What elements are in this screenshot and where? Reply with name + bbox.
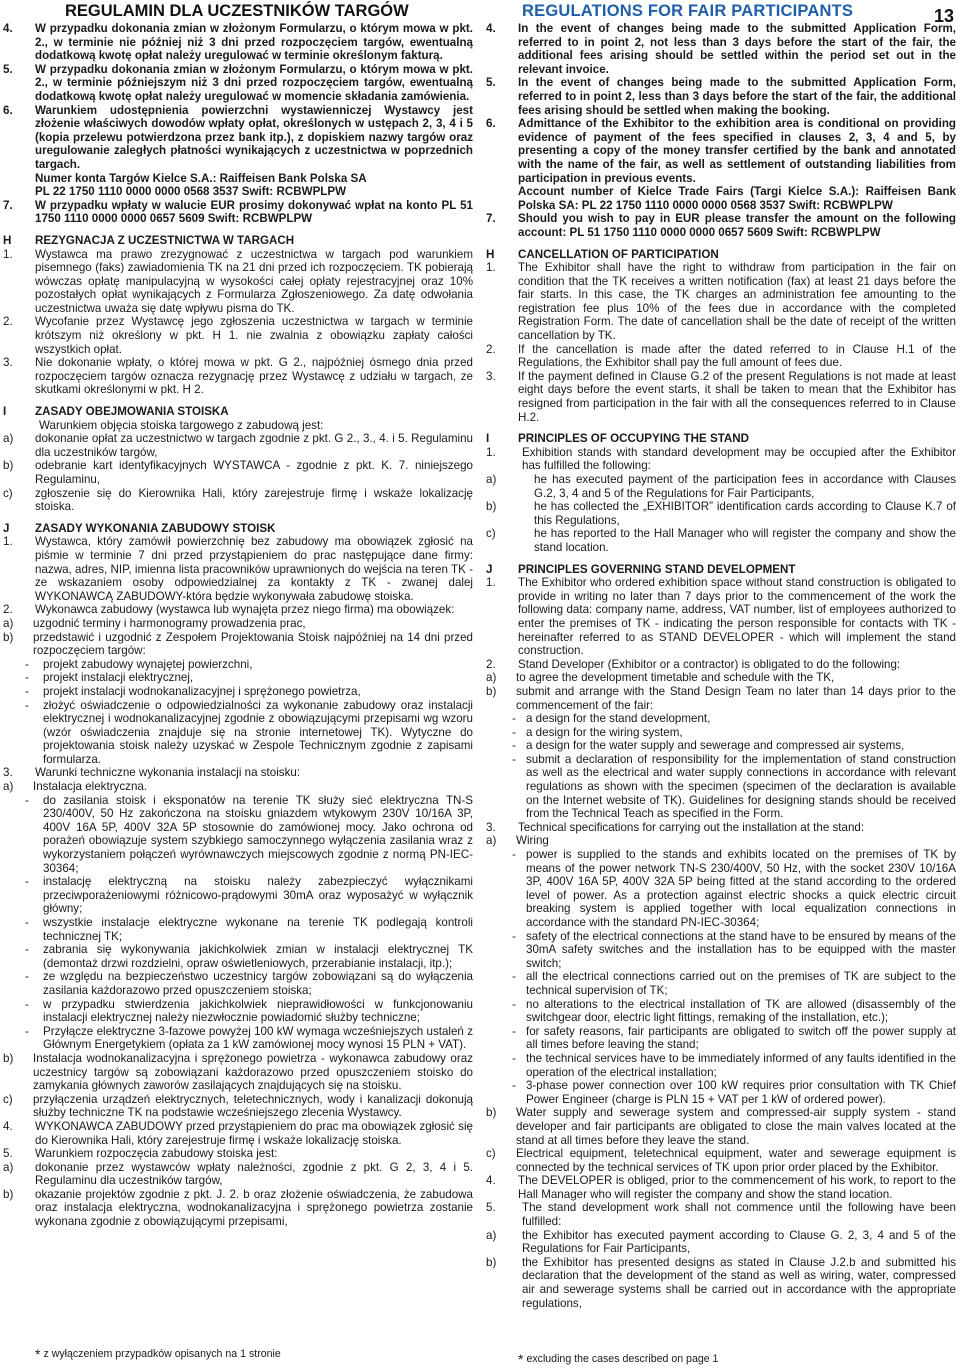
- clause-text: uzgodnić terminy i harmonogramy prowadzenia prac,: [33, 616, 306, 630]
- clause-number: 1.: [486, 576, 496, 590]
- clause-item: [3, 875, 473, 916]
- clause-number: -: [512, 970, 516, 984]
- clause-text: safety of the electrical connections at the stand have to be ensured by means of the 30mA safety switches and the installation has to be equipped with the master switch;: [526, 929, 956, 970]
- section-heading: [486, 248, 956, 262]
- clause-item: [3, 780, 473, 794]
- clause-text: Wystawca ma prawo zrezygnować z uczestnictwa w targach pod warunkiem pisemnego (faks) zawiadomienia TK na 21 dni przed ich rozpoczęciem. TK pobierają wówczas opłatę manipulacyjną w wysokości całej opłaty rejestracyjnej oraz 10% pozostałych opłat wynikających z Formularza Zgłoszeniowego. Za datę odwołania uczestnictwa uważa się datę wpływu pisma do TK.: [35, 247, 473, 315]
- clause-text: W przypadku dokonania zmian w złożonym Formularzu, o którym mowa w pkt. 2., w terminie nie później niż 3 dni przed rozpoczęciem targów, ewentualną dodatkową kwotę opłat należy uregulować w terminie określonym fakturą.: [35, 22, 473, 63]
- clause-item: [486, 1229, 956, 1256]
- clause-number: b): [3, 459, 14, 473]
- clause-number: a): [3, 616, 14, 630]
- clause-text: PRINCIPLES GOVERNING STAND DEVELOPMENT: [518, 562, 796, 576]
- clause-item: [3, 617, 473, 631]
- clause-item: [486, 1025, 956, 1052]
- clause-item: [3, 970, 473, 997]
- clause-item: [3, 419, 473, 433]
- clause-text: REZYGNACJA Z UCZESTNICTWA W TARGACH: [35, 233, 295, 247]
- clause-number: a): [486, 671, 497, 685]
- clause-number: 1.: [3, 535, 13, 549]
- section-heading: [3, 405, 473, 419]
- clause-item: [486, 576, 956, 658]
- clause-number: -: [25, 997, 29, 1011]
- clause-text: submit a declaration of responsibility for the implementation of stand construction as well as the electrical and water supply connections in accordance with relevant regulations as shown with the specimen (specimen of the declaration is available on the Internet website of TK). Guidelines for designing stands should be received from the Technical Teach as specified in the Form.: [526, 752, 956, 821]
- clause-item: [3, 459, 473, 486]
- clause-text: Stand Developer (Exhibitor or a contractor) is obligated to do the following:: [518, 657, 901, 671]
- clause-item: [486, 998, 956, 1025]
- clause-text: dokonanie opłat za uczestnictwo w targach zgodnie z pkt. G 2., 3., 4. i 5. Regulaminu dla uczestników targów,: [35, 432, 473, 459]
- clause-text: WYKONAWCA ZABUDOWY przed przystąpieniem do prac ma obowiązek zgłosić się do Kierownika Hali, który zarejestruje firmę i wskaże lokalizację stoiska.: [35, 1119, 473, 1147]
- clause-item: [486, 834, 956, 848]
- clause-text: the technical services have to be immediately informed of any faults identified in the operation of the electrical installation;: [526, 1051, 956, 1079]
- clause-number: b): [486, 1255, 497, 1269]
- clause-number: -: [25, 875, 29, 889]
- clause-text: he has reported to the Hall Manager who will register the company and show the stand location.: [534, 527, 956, 554]
- clause-number: 4.: [486, 1174, 496, 1188]
- clause-item: [3, 766, 473, 780]
- clause-item: [486, 261, 956, 343]
- clause-number: H: [3, 233, 12, 247]
- clause-item: [486, 1052, 956, 1079]
- clause-number: -: [512, 1051, 516, 1065]
- clause-text: a design for the wiring system,: [526, 725, 683, 739]
- clause-item: [3, 535, 473, 603]
- clause-item: [3, 63, 473, 104]
- section-heading: [3, 234, 473, 248]
- clause-number: b): [3, 1051, 14, 1065]
- clause-text: Technical specifications for carrying out the installation at the stand:: [518, 820, 865, 834]
- clause-number: 3.: [3, 356, 13, 370]
- clause-number: b): [486, 684, 497, 698]
- clause-item: [3, 185, 473, 199]
- clause-text: Warunkiem rozpoczęcia zabudowy stoiska jest:: [35, 1147, 278, 1161]
- footnote-left: [35, 1346, 281, 1362]
- clause-text: Instalacja elektryczna.: [33, 780, 148, 794]
- clause-number: J: [3, 521, 10, 535]
- section-heading: [3, 522, 473, 536]
- clause-text: Nie dokonanie wpłaty, o której mowa w pkt. G 2., najpóźniej ósmego dnia przed rozpoczęciem targów oznacza rezygnację przez Wystawcę z udziału w targach, ze skutkami określonymi w pkt. H 2.: [35, 356, 473, 397]
- clause-item: [486, 658, 956, 672]
- clause-number: -: [512, 997, 516, 1011]
- clause-number: c): [486, 527, 496, 541]
- clause-text: Warunkiem objęcia stoiska targowego z zabudową jest:: [39, 418, 324, 432]
- clause-item: [486, 212, 956, 239]
- clause-text: CANCELLATION OF PARTICIPATION: [518, 247, 719, 261]
- clause-text: Instalacja wodnokanalizacyjna i sprężonego powietrza - wykonawca zabudowy oraz uczestnicy targów są zobowiązani każdorazowo przed opuszczeniem stoisko do zamykania głównych zaworów zasilających znajdujących się na stoisku.: [33, 1051, 473, 1093]
- clause-number: 5.: [3, 62, 13, 76]
- clause-text: przyłączenia urządzeń elektrycznych, teletechnicznych, wody i kanalizacji dokonują służby techniczne TK na podstawie wcześniejszego zlecenia Wystawcy.: [33, 1092, 473, 1120]
- right-title: REGULATIONS FOR FAIR PARTICIPANTS: [522, 2, 854, 20]
- clause-text: Account number of Kielce Trade Fairs (Targi Kielce S.A.): Raiffeisen Bank Polska SA: PL 22 1750 1110 0000 0000 0568 3537 Swift: RCBWPLPW: [518, 185, 956, 212]
- clause-number: -: [512, 725, 516, 739]
- clause-text: for safety reasons, fair participants are obligated to switch off the power supply at all times before leaving the stand;: [526, 1024, 956, 1052]
- clause-text: PRINCIPLES OF OCCUPYING THE STAND: [518, 432, 750, 446]
- clause-text: do zasilania stoisk i eksponatów na terenie TK służy sieć elektryczna TN-S 230/400V, 50 Hz zakończona na stoisku gniazdem wtykowym 230V 10/16A 3P, 400V 16A 5P, 400V 32A 5P stosownie do zamówionej mocy. Jako ochrona od porażeń obowiązuje system szybkiego samoczynnego wyłączenia zasilania wraz z wykorzystaniem połączeń wyrównawczych miejscowych zgodnie z normą PN-IEC-30364;: [43, 793, 473, 875]
- clause-text: If the cancellation is made after the dated referred to in Clause H.1 of the Regulations, the Exhibitor shall pay the full amount of fees due.: [518, 342, 956, 370]
- clause-number: J: [486, 562, 493, 576]
- clause-text: power is supplied to the stands and exhibits located on the premises of TK by means of the power network TN-S 230/400V, 50 Hz, with the socket 230V 10/16A 3P, 400V 16A 5P, 400V 32A 5P being fitted at the stand according to the ordered level of power. As a protection against electric shocks a quick electric circuit breaking system is applied together with local equalization connections in accordance with the standard PN-IEC-30364;: [526, 848, 956, 929]
- clause-item: [3, 685, 473, 699]
- section-heading: [486, 432, 956, 446]
- clause-number: 2.: [486, 657, 496, 671]
- clause-number: 4.: [486, 22, 496, 35]
- clause-text: Water supply and sewerage system and compressed-air supply system - stand developer and fair participants are obligated to close the main valves located at the stand at all times before they leave the stand.: [516, 1106, 956, 1147]
- clause-number: -: [512, 848, 516, 862]
- right-column-english: [486, 0, 956, 1310]
- clause-item: [486, 821, 956, 835]
- clause-number: c): [3, 1092, 13, 1106]
- footnote-right: [518, 1351, 718, 1367]
- clause-number: -: [25, 916, 29, 929]
- clause-number: 3.: [3, 766, 13, 780]
- clause-text: dokonanie przez wystawców wpłaty należności, zgodnie z pkt. G 2, 3, 4 i 5. Regulaminu dla uczestników targów,: [35, 1160, 473, 1188]
- clause-number: -: [25, 671, 29, 685]
- clause-item: [486, 739, 956, 753]
- clause-number: 4.: [3, 1119, 13, 1133]
- clause-item: [486, 726, 956, 740]
- clause-number: b): [3, 1187, 14, 1201]
- clause-text: submit and arrange with the Stand Design Team no later than 14 days prior to the commencement of the fair:: [516, 684, 956, 712]
- clause-text: The stand development work shall not commence until the following have been fulfilled:: [522, 1201, 956, 1229]
- clause-item: [486, 527, 956, 554]
- clause-number: 6.: [486, 117, 496, 131]
- clause-text: the Exhibitor has presented designs as stated in Clause J.2.b and submitted his declaration that the development of the stand as well as wiring, water, compressed air and sewerage systems shall be carried out in accordance with the appropriate regulations,: [522, 1255, 956, 1310]
- clause-item: [3, 1052, 473, 1093]
- clause-text: okazanie projektów zgodnie z pkt. J. 2. b oraz złożenie oświadczenia, że zabudowa oraz instalacja elektryczna, wodnokanalizacyjna i sprężonego powietrza zostanie wykonana zgodnie z obowiązującymi przepisami,: [35, 1187, 473, 1229]
- clause-text: PL 22 1750 1110 0000 0000 0568 3537 Swift: RCBWPLPW: [35, 185, 347, 199]
- clause-text: ZASADY OBEJMOWANIA STOISKA: [35, 405, 229, 419]
- clause-number: -: [25, 1024, 29, 1038]
- clause-text: to agree the development timetable and schedule with the TK,: [516, 671, 835, 685]
- clause-number: -: [25, 698, 29, 712]
- clause-item: [486, 1201, 956, 1228]
- footnote-right-text: excluding the cases described on page 1: [526, 1353, 719, 1365]
- clause-number: 6.: [3, 103, 13, 117]
- clause-number: -: [25, 943, 29, 957]
- clause-text: złożyć oświadczenie o odpowiedzialności za wykonanie zabudowy oraz instalacji elektrycznej i wodnokanalizacyjnej zgodnie z obowiązującymi przepisami wg wzoru (wzór oświadczenia znajduje się na stronie internetowej TK). Wytyczne do projektowania stoisk należy uzyskać w Zespole Technicznym zgodnie z zapisami formularza.: [43, 698, 473, 766]
- clause-item: [3, 794, 473, 876]
- clause-number: 5.: [486, 76, 496, 90]
- left-column-polish: [3, 0, 473, 1229]
- clause-item: [3, 998, 473, 1025]
- clause-text: ze względu na bezpieczeństwo uczestnicy targów zobowiązani są do wyłączenia zasilania każdorazowo przed opuszczeniem stoiska;: [43, 970, 473, 997]
- clause-item: [486, 185, 956, 212]
- clause-number: -: [512, 712, 516, 726]
- clause-number: 4.: [3, 22, 13, 35]
- clause-number: -: [25, 657, 29, 671]
- clause-number: -: [512, 929, 516, 943]
- clause-item: [486, 76, 956, 117]
- clause-number: a): [3, 432, 14, 446]
- clause-item: [3, 432, 473, 459]
- clause-number: a): [3, 780, 14, 794]
- clause-number: 2.: [486, 342, 496, 356]
- clause-text: all the electrical connections carried out on the premises of TK are subject to the technical supervision of TK;: [526, 970, 956, 997]
- clause-text: Wiring: [516, 834, 549, 848]
- clause-number: 1.: [486, 261, 496, 275]
- clause-item: [486, 712, 956, 726]
- clause-text: Admittance of the Exhibitor to the exhibition area is conditional on providing evidence of payment of the fees specified in clauses 2, 3, 4 and 5, by presenting a copy of the money transfer certified by the bank and annotated with the name of the fair, as well as settlement of outstanding liabilities from participation in previous events.: [518, 117, 956, 185]
- clause-item: [486, 753, 956, 821]
- clause-number: -: [512, 752, 516, 766]
- clause-text: Przyłącze elektryczne 3-fazowe powyżej 100 kW wymaga wcześniejszych ustaleń z Głównym Energetykiem (opłata za 1 kW zamówionej mocy wynosi 15 PLN + VAT).: [43, 1024, 473, 1052]
- clause-number: 7.: [486, 212, 496, 226]
- clause-number: 3.: [486, 369, 496, 383]
- clause-text: 3-phase power connection over 100 kW requires prior consultation with TK Chief Power Engineer (charge is PLN 15 + VAT per 1 kW of ordered power).: [526, 1079, 956, 1106]
- clause-number: a): [486, 1228, 497, 1242]
- footnote-left-text: z wyłączeniem przypadków opisanych na 1 stronie: [43, 1348, 281, 1360]
- clause-item: [486, 343, 956, 370]
- clause-text: projekt zabudowy wynajętej powierzchni,: [43, 657, 253, 671]
- clause-item: [486, 1174, 956, 1201]
- clause-item: [3, 943, 473, 970]
- clause-item: [3, 916, 473, 943]
- asterisk-icon: *: [35, 1346, 41, 1362]
- clause-text: a design for the stand development,: [526, 712, 711, 726]
- clause-text: In the event of changes being made to the submitted Application Form, referred to in point 2, not less than 3 days before the start of the fair, the additional fees arising should be settled within the period set out in the relevant invoice.: [518, 22, 956, 76]
- clause-text: The DEVELOPER is obliged, prior to the commencement of his work, to report to the Hall Manager who will register the company and show the stand location.: [518, 1174, 956, 1201]
- clause-text: Wycofanie przez Wystawcę jego zgłoszenia uczestnictwa w targach w terminie krótszym niż określony w pkt. H 1. nie zwalnia z obowiązku zapłaty całości wszystkich opłat.: [35, 315, 473, 356]
- clause-item: [486, 848, 956, 930]
- clause-item: [3, 1188, 473, 1229]
- clause-text: wszystkie instalacje elektryczne wykonane na terenie TK podlegają kontroli technicznej TK;: [43, 916, 473, 943]
- clause-text: przedstawić i uzgodnić z Zespołem Projektowania Stoisk najpóźniej na 14 dni przed rozpoczęciem targów:: [33, 630, 473, 658]
- clause-text: instalację elektryczną na stoisku należy zabezpieczyć wyłącznikami przeciwporażeniowymi różnicowo-prądowymi 30mA oraz wyposażyć w wyłącznik główny;: [43, 875, 473, 916]
- clause-number: b): [486, 1106, 497, 1120]
- clause-number: -: [512, 1024, 516, 1038]
- clause-text: The Exhibitor shall have the right to withdraw from participation in the fair on condition that the TK receives a written notification (fax) at least 21 days before the fair starts. In this case, the TK charges an administration fee amounting to the registration fee plus 10% of the fees due in accordance with the completed Registration Form. The date of cancellation shall be the date of receipt of the written cancellation by TK.: [518, 261, 956, 343]
- clause-text: w przypadku stwierdzenia jakichkolwiek nieprawidłowości w funkcjonowaniu instalacji elektrycznej należy niezwłocznie powiadomić służby techniczne;: [43, 997, 473, 1025]
- clause-item: [3, 22, 473, 63]
- clause-text: Wystawca, który zamówił powierzchnię bez zabudowy ma obowiązek zgłosić na piśmie w terminie 7 dni przed przystąpieniem do prac następujące dane firmy: nazwa, adres, NIP, imienna lista pracowników uprawnionych do wejścia na teren TK - ze wskazaniem osoby odpowiedzialnej za kontakty z TK - zwanej dalej WYKONAWCĄ ZABUDOWY-która będzie wykonywała zabudowę stoiska.: [35, 535, 473, 603]
- clause-item: [3, 1120, 473, 1147]
- clause-item: [3, 199, 473, 226]
- clause-item: [486, 1256, 956, 1310]
- clause-item: [486, 500, 956, 527]
- clause-number: -: [25, 793, 29, 807]
- clause-text: odebranie kart identyfikacyjnych WYSTAWCA - zgodnie z pkt. K. 7. niniejszego Regulaminu,: [35, 459, 473, 486]
- clause-text: Should you wish to pay in EUR please transfer the amount on the following account: PL 51 1750 1110 0000 0000 0657 5609 Swift: RCBWPLPW: [518, 212, 956, 239]
- clause-number: I: [486, 432, 490, 446]
- clause-item: [3, 658, 473, 672]
- clause-text: ZASADY WYKONANIA ZABUDOWY STOISK: [35, 521, 276, 535]
- clause-number: -: [512, 1079, 516, 1093]
- clause-number: 3.: [486, 820, 496, 834]
- clause-item: [3, 104, 473, 172]
- clause-number: H: [486, 247, 495, 261]
- clause-item: [486, 970, 956, 997]
- clause-text: no alterations to the electrical installation of TK are allowed (disassembly of the switchgear door, electric light fittings, remaking of the installation, etc.);: [526, 997, 956, 1025]
- clause-item: [3, 487, 473, 514]
- clause-text: Warunki techniczne wykonania instalacji na stoisku:: [35, 766, 301, 780]
- clause-item: [486, 685, 956, 712]
- clause-text: Warunkiem udostępnienia powierzchni wystawienniczej Wystawcy jest złożenie właściwych dowodów wpłaty opłat, określonych w ustępach 2, 3, 4 i 5 (kopia przelewu potwierdzona przez bank itp.), z dopiskiem nazwy targów oraz uregulowanie zaległych płatności wynikających z uczestnictwa w poprzednich targach.: [35, 103, 473, 171]
- clause-number: c): [486, 1147, 496, 1161]
- clause-item: [3, 356, 473, 397]
- clause-text: the Exhibitor has executed payment according to Clause G. 2, 3, 4 and 5 of the Regulations for Fair Participants,: [522, 1228, 956, 1256]
- clause-text: Electrical equipment, teletechnical equipment, water and sewerage equipment is connected by the technical services of TK upon prior order placed by the Exhibitor.: [516, 1147, 956, 1174]
- clause-item: [3, 1093, 473, 1120]
- clause-text: In the event of changes being made to the submitted Application Form, referred to in point 2, less than 3 days before the start of the fair, the additional fees arising should be settled when making the booking.: [518, 76, 956, 117]
- clause-text: he has collected the „EXHIBITOR” identification cards according to Clause K.7 of this Regulations,: [534, 500, 956, 527]
- clause-item: [3, 603, 473, 617]
- clause-number: 2.: [3, 315, 13, 329]
- clause-item: [3, 1147, 473, 1161]
- clause-item: [486, 446, 956, 473]
- clause-text: W przypadku dokonania zmian w złożonym Formularzu, o którym mowa w pkt. 2., w terminie późniejszym niż 3 dni przed rozpoczęciem targów, ewentualną dodatkową kwotę opłat należy uregulować w momencie składania zamówienia.: [35, 62, 473, 103]
- clause-text: If the payment defined in Clause G.2 of the present Regulations is not made at least eight days before the event starts, it shall be taken to mean that the Exhibitor has resigned from participation in the fair with all the consequences referred to in Clause H.2.: [518, 369, 956, 424]
- clause-number: c): [3, 486, 13, 500]
- clause-number: I: [3, 405, 7, 419]
- section-heading: [486, 563, 956, 577]
- clause-item: [486, 1147, 956, 1174]
- clause-number: 1.: [3, 247, 13, 261]
- clause-item: [486, 930, 956, 971]
- clause-text: Numer konta Targów Kielce S.A.: Raiffeisen Bank Polska SA: [35, 171, 367, 185]
- clause-text: projekt instalacji wodnokanalizacyjnej i sprężonego powietrza,: [43, 684, 361, 698]
- clause-number: a): [486, 834, 497, 848]
- clause-item: [486, 671, 956, 685]
- clause-item: [3, 699, 473, 767]
- asterisk-icon: *: [518, 1351, 524, 1367]
- clause-text: The Exhibitor who ordered exhibition space without stand construction is obligated to provide in writing no later than 7 days prior to the commencement of the work the following data: company name, address, VAT number, list of employees authorized to enter the premises of TK - indicating the person responsible for contacts with TK - hereinafter referred to as STAND DEVELOPER - which will implement the stand construction.: [518, 576, 956, 658]
- clause-text: projekt instalacji elektrycznej,: [43, 671, 194, 685]
- clause-item: [3, 315, 473, 356]
- clause-number: -: [25, 970, 29, 984]
- clause-item: [3, 1025, 473, 1052]
- clause-item: [3, 671, 473, 685]
- clause-item: [486, 1106, 956, 1147]
- clause-item: [3, 631, 473, 658]
- clause-text: zabrania się wykonywania jakichkolwiek zmian w instalacji elektrycznej TK (demontaż drzwi rozdzielni, opraw oświetleniowych, przerabianie instalacji, itp.);: [43, 943, 473, 970]
- page-number: 13: [933, 6, 954, 26]
- clause-number: 5.: [3, 1147, 13, 1161]
- clause-number: 7.: [3, 198, 13, 212]
- clause-item: [486, 370, 956, 424]
- clause-number: a): [486, 473, 497, 486]
- clause-number: 2.: [3, 603, 13, 617]
- clause-number: -: [25, 684, 29, 698]
- clause-item: [486, 117, 956, 185]
- clause-item: [3, 172, 473, 186]
- clause-number: b): [3, 630, 14, 644]
- clause-number: 5.: [486, 1201, 496, 1215]
- right-body: [486, 22, 956, 1310]
- clause-item: [3, 248, 473, 316]
- clause-number: b): [486, 500, 497, 514]
- left-body: [3, 22, 473, 1229]
- clause-text: Wykonawca zabudowy (wystawca lub wynajęta przez niego firma) ma obowiązek:: [35, 603, 455, 617]
- clause-number: 1.: [486, 445, 496, 459]
- clause-number: a): [3, 1160, 14, 1174]
- clause-item: [3, 1161, 473, 1188]
- left-title: REGULAMIN DLA UCZESTNIKÓW TARGÓW: [65, 2, 409, 20]
- clause-item: [486, 22, 956, 76]
- clause-text: zgłoszenie się do Kierownika Hali, który zarejestruje firmę i wskaże lokalizację stoiska.: [35, 486, 473, 514]
- clause-text: Exhibition stands with standard development may be occupied after the Exhibitor has fulfilled the following:: [522, 445, 956, 473]
- clause-text: he has executed payment of the participation fees in accordance with Clauses G.2, 3, 4 and 5 of the Regulations for Fair Participants,: [534, 473, 956, 500]
- clause-text: a design for the water supply and sewerage and compressed air systems,: [526, 739, 905, 753]
- clause-number: -: [512, 739, 516, 753]
- clause-text: W przypadku wpłaty w walucie EUR prosimy dokonywać wpłat na konto PL 51 1750 1110 0000 0000 0657 5609 Swift: RCBWPLPW: [35, 198, 473, 226]
- clause-item: [486, 1079, 956, 1106]
- clause-item: [486, 473, 956, 500]
